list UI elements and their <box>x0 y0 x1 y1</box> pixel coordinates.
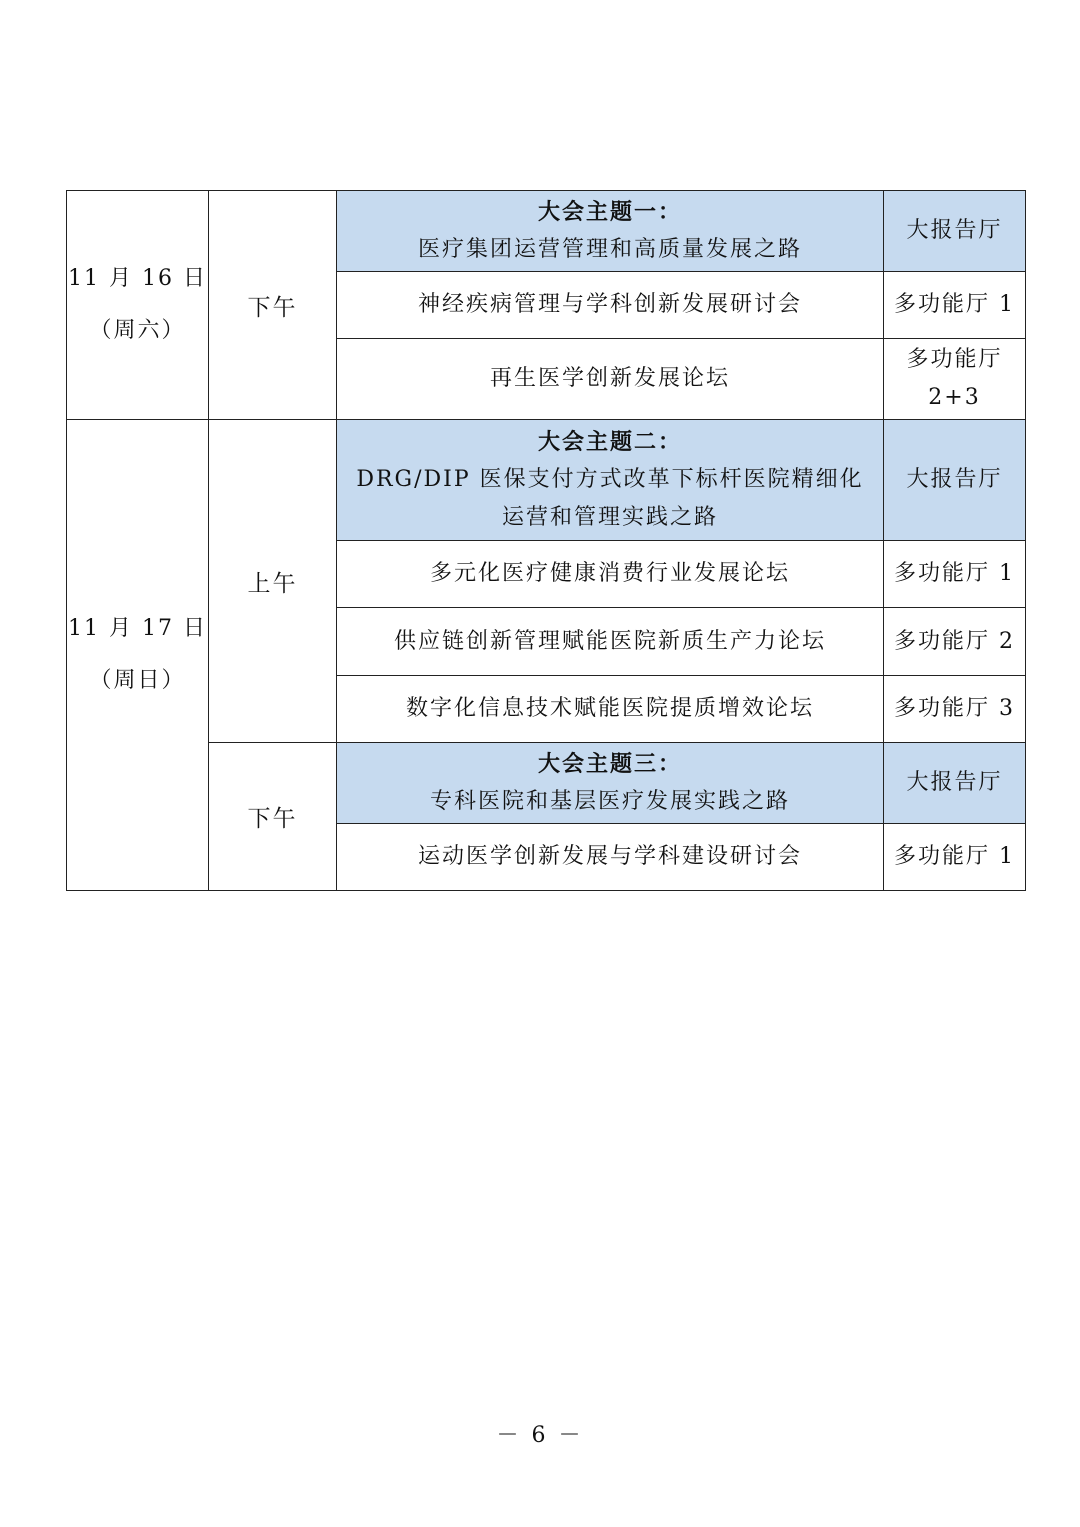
theme-title: 大会主题三： <box>537 751 682 777</box>
venue-cell: 大报告厅 <box>884 743 1026 824</box>
table-row <box>67 420 1026 541</box>
session-cell: 再生医学创新发展论坛 <box>337 339 884 420</box>
period-cell: 上午 <box>209 420 337 743</box>
theme-subtitle: 专科医院和基层医疗发展实践之路 <box>429 789 790 814</box>
session-cell: 供应链创新管理赋能医院新质生产力论坛 <box>337 608 884 676</box>
date-cell <box>67 420 209 891</box>
venue-cell <box>884 339 1026 420</box>
session-cell: 多元化医疗健康消费行业发展论坛 <box>337 541 884 608</box>
theme-session-cell <box>337 743 884 824</box>
theme-session-cell <box>337 420 884 541</box>
session-cell: 运动医学创新发展与学科建设研讨会 <box>337 824 884 891</box>
weekday-label: （周日） <box>89 668 186 693</box>
theme-subtitle-line-2: 运营和管理实践之路 <box>501 505 718 530</box>
weekday-label: （周六） <box>89 318 186 343</box>
theme-session-cell <box>337 191 884 272</box>
theme-subtitle: DRG/DIP 医保支付方式改革下标杆医院精细化 <box>356 467 864 492</box>
session-cell: 数字化信息技术赋能医院提质增效论坛 <box>337 676 884 743</box>
date-label: 11 月 17 日 <box>68 616 207 641</box>
period-cell: 下午 <box>209 191 337 420</box>
venue-cell: 多功能厅 1 <box>884 272 1026 339</box>
schedule-table <box>66 190 1026 891</box>
theme-title: 大会主题一： <box>537 199 682 225</box>
venue-cell: 多功能厅 1 <box>884 824 1026 891</box>
venue-cell: 大报告厅 <box>884 191 1026 272</box>
date-label: 11 月 16 日 <box>68 266 207 291</box>
venue-line: 多功能厅 <box>906 347 1003 372</box>
date-cell <box>67 191 209 420</box>
venue-cell: 多功能厅 2 <box>884 608 1026 676</box>
venue-cell: 大报告厅 <box>884 420 1026 541</box>
table-row <box>67 191 1026 272</box>
page-number: － 6 － <box>496 1423 584 1448</box>
venue-cell: 多功能厅 1 <box>884 541 1026 608</box>
period-cell: 下午 <box>209 743 337 891</box>
session-cell: 神经疾病管理与学科创新发展研讨会 <box>337 272 884 339</box>
venue-line-2: 2+3 <box>928 385 981 410</box>
venue-cell: 多功能厅 3 <box>884 676 1026 743</box>
table-row <box>67 743 1026 824</box>
theme-subtitle: 医疗集团运营管理和高质量发展之路 <box>417 237 802 262</box>
theme-title: 大会主题二： <box>537 429 682 455</box>
